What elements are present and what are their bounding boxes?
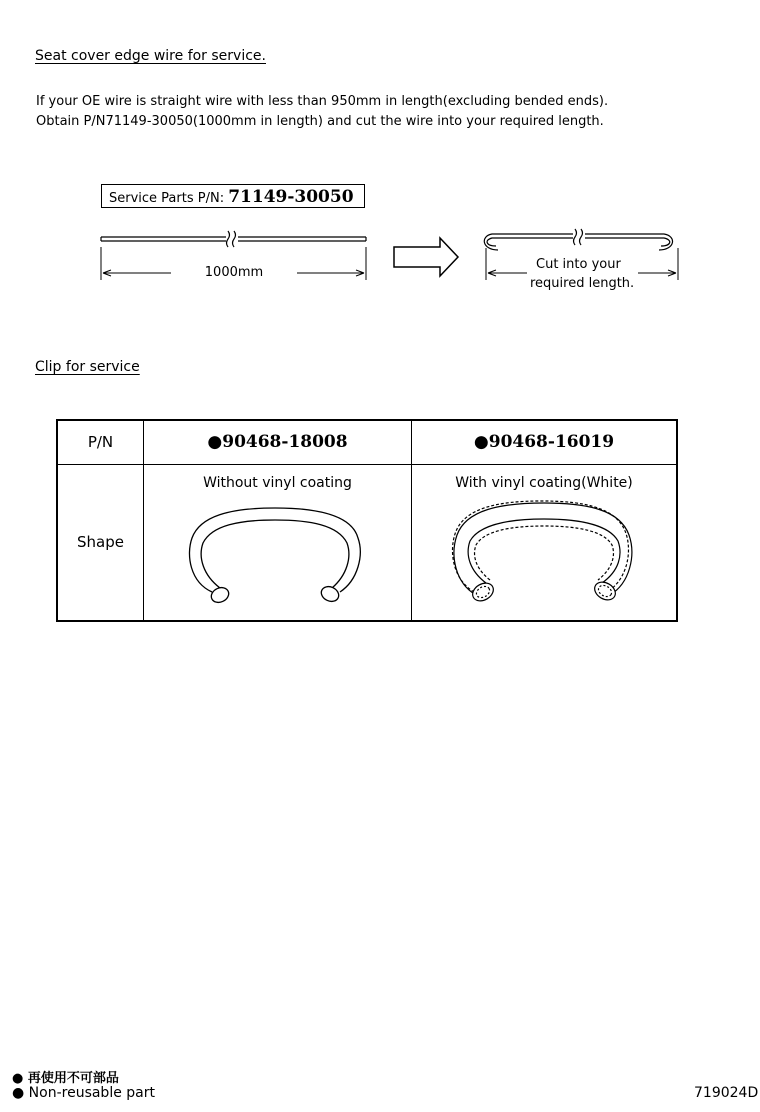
length-label: 1000mm xyxy=(171,265,297,280)
shape-cell-1 xyxy=(144,464,412,621)
legend-non-reusable: ● Non-reusable part xyxy=(12,1085,155,1101)
part-description-1: Without vinyl coating xyxy=(203,474,352,491)
legend-japanese: ● 再使用不可部品 xyxy=(12,1071,119,1086)
part-description-2: With vinyl coating(White) xyxy=(455,474,633,491)
wire-section-heading: Seat cover edge wire for service. xyxy=(35,48,266,64)
cut-label-line-1: Cut into your xyxy=(536,257,621,272)
service-part-number: 71149-30050 xyxy=(228,187,354,207)
drawing-code: 719024D xyxy=(694,1085,759,1101)
part-number-2: ●90468-16019 xyxy=(412,420,678,464)
table-row-shape xyxy=(57,464,677,621)
shape-cell-2 xyxy=(412,464,678,621)
pn-header: P/N xyxy=(57,420,144,464)
shape-header: Shape xyxy=(57,464,144,621)
clip-section-heading: Clip for service xyxy=(35,359,140,375)
wire-instruction-line-2: Obtain P/N71149-30050(1000mm in length) and cut the wire into your required length. xyxy=(36,114,604,129)
part-number-1: ●90468-18008 xyxy=(144,420,412,464)
bent-wire xyxy=(484,229,672,250)
straight-wire xyxy=(101,231,366,247)
clip-table xyxy=(56,419,678,622)
arrow-right-icon xyxy=(394,238,458,276)
table-row-pn xyxy=(57,420,677,464)
wire-instruction-line-1: If your OE wire is straight wire with less than 950mm in length(excluding bended ends). xyxy=(36,94,609,109)
service-part-label: Service Parts P/N: xyxy=(109,191,229,206)
cut-label-line-2: required length. xyxy=(530,276,635,291)
